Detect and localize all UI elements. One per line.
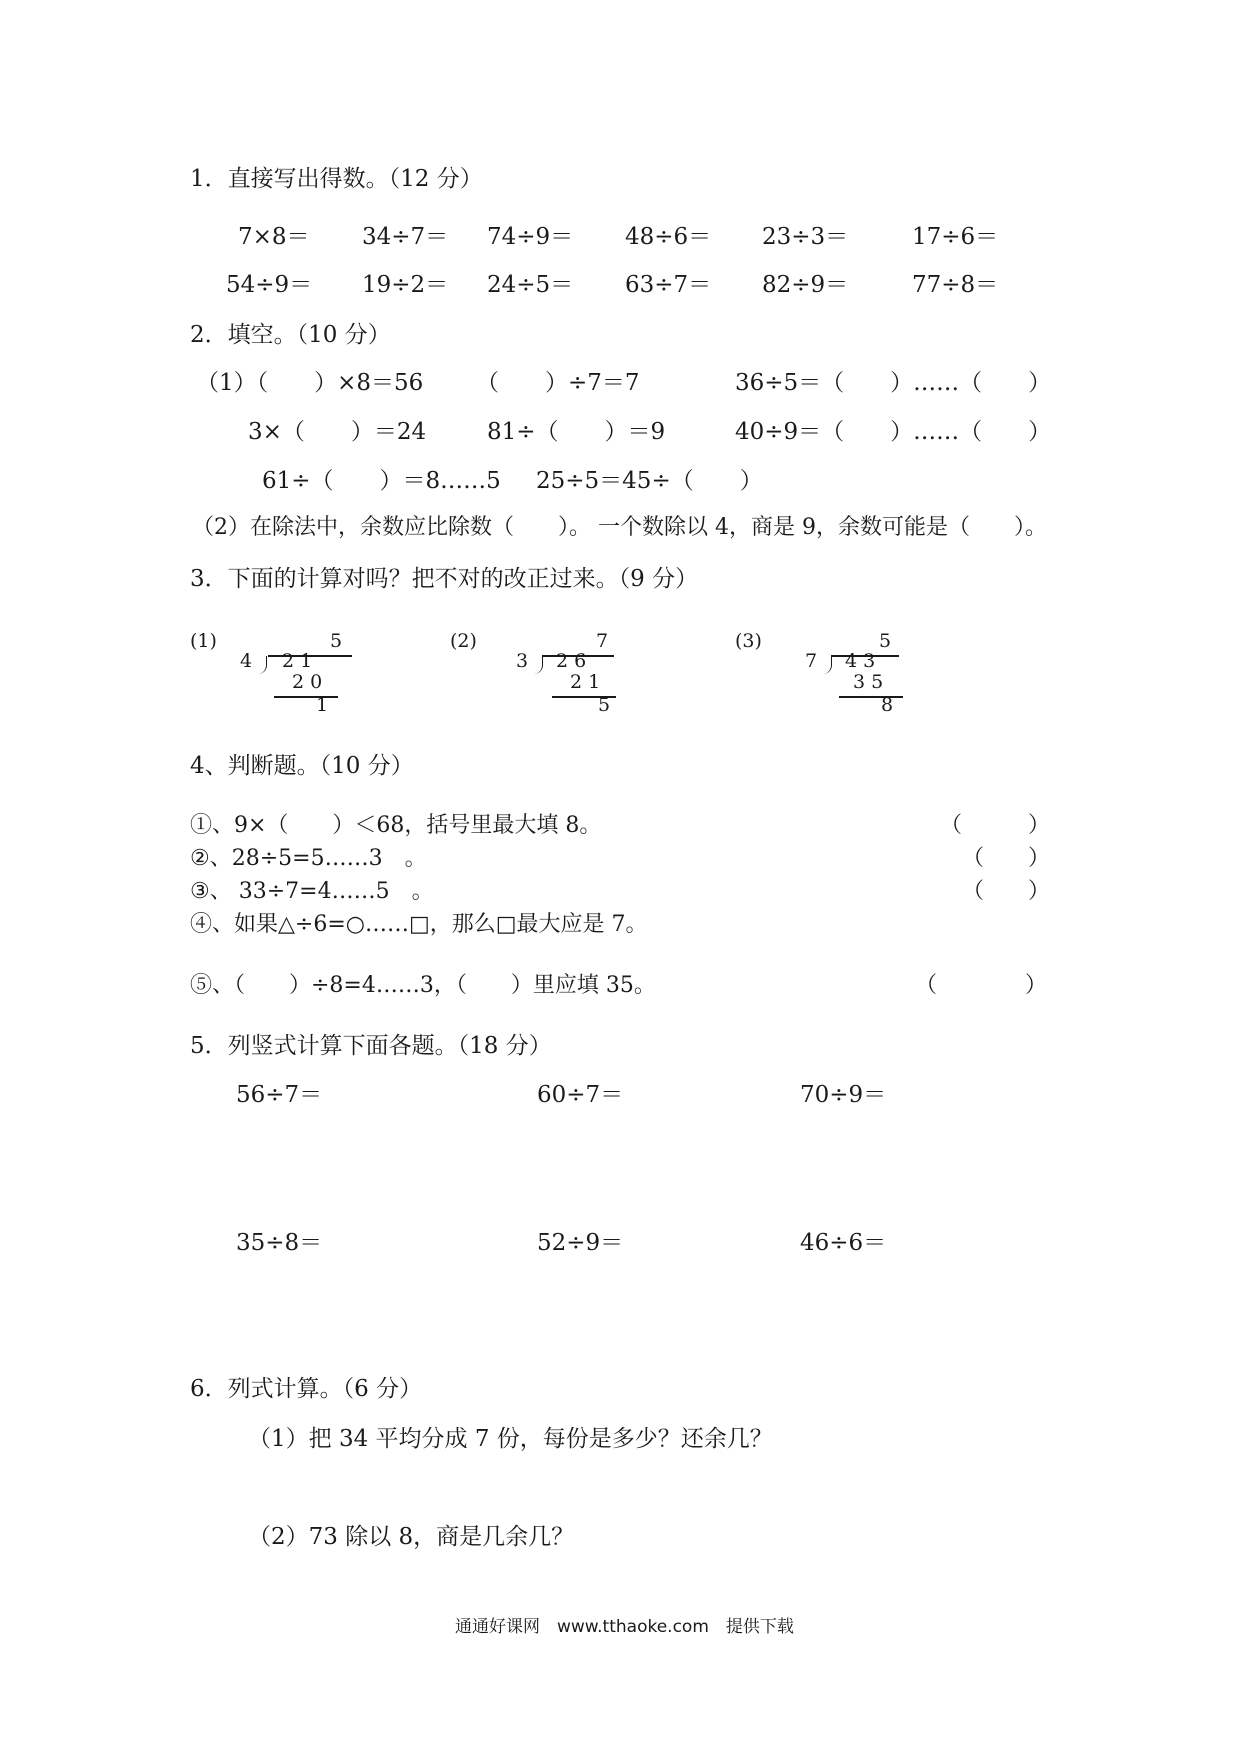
footer-credit: 通通好课网 www.tthaoke.com 提供下载 (455, 1617, 794, 1637)
long-division-2 (450, 630, 620, 716)
q3-title: 3．下面的计算对吗？把不对的改正过来。（9 分） (190, 566, 699, 592)
q2-title: 2．填空。（10 分） (190, 322, 391, 348)
q5-item: 35÷8＝ (236, 1230, 323, 1256)
q5-title: 5．列竖式计算下面各题。（18 分） (190, 1033, 552, 1059)
q5-item: 70÷9＝ (800, 1082, 887, 1108)
ld-remainder: 8 (881, 694, 894, 716)
q4-title: 4、判断题。（10 分） (190, 753, 414, 779)
q4-item: ⑤、（ ）÷8=4……3，（ ）里应填 35。 (190, 973, 656, 998)
ld-bracket (823, 656, 832, 674)
q4-answer-paren: （ ） (940, 813, 1051, 838)
ld-label: (2) (450, 630, 477, 652)
q2-blank-item: （1）（ ）×8＝56 (196, 370, 424, 396)
q4-answer-paren: （ ） (915, 973, 1048, 998)
long-division-3 (735, 630, 905, 716)
long-division-1 (190, 630, 350, 716)
q1-item: 24÷5＝ (487, 272, 574, 298)
q2-blank-item: 3×（ ）＝24 (248, 419, 427, 445)
q2-blank-item: 36÷5＝（ ）……（ ） (735, 370, 1052, 396)
q1-item: 74÷9＝ (487, 224, 574, 250)
ld-product: 2 0 (292, 671, 323, 693)
ld-sub-bar (274, 696, 338, 698)
q1-title: 1．直接写出得数。（12 分） (190, 166, 483, 192)
ld-bracket (258, 656, 267, 674)
q2-blank-item: 61÷（ ）＝8……5 (262, 468, 501, 494)
q6-problem: （2）73 除以 8，商是几余几？ (248, 1524, 575, 1550)
ld-dividend: 2 6 (556, 650, 587, 672)
q5-item: 56÷7＝ (236, 1082, 323, 1108)
q6-problem: （1）把 34 平均分成 7 份，每份是多少？还余几？ (248, 1426, 773, 1452)
q1-item: 34÷7＝ (362, 224, 449, 250)
ld-divisor: 3 (516, 650, 529, 672)
q2-blank-item: 81÷（ ）＝9 (487, 419, 666, 445)
q4-answer-paren: （ ） (962, 879, 1051, 904)
q2-part2: （2）在除法中，余数应比除数（ ）。 一个数除以 4，商是 9，余数可能是（ ）。 (192, 515, 1047, 540)
q4-answer-paren: （ ） (962, 846, 1051, 871)
ld-remainder: 1 (316, 694, 329, 716)
q1-item: 82÷9＝ (762, 272, 849, 298)
q4-item: ③、 33÷7=4……5 。 (190, 879, 434, 904)
q5-item: 60÷7＝ (537, 1082, 624, 1108)
q4-item: ④、如果△÷6=○……□，那么□最大应是 7。 (190, 912, 648, 937)
ld-quotient: 7 (596, 630, 609, 652)
q5-item: 46÷6＝ (800, 1230, 887, 1256)
q2-blank-item: 25÷5＝45÷（ ） (536, 468, 763, 494)
ld-quotient: 5 (330, 630, 343, 652)
q4-item: ①、9×（ ）＜68，括号里最大填 8。 (190, 813, 602, 838)
ld-quotient: 5 (879, 630, 892, 652)
ld-remainder: 5 (598, 694, 611, 716)
q6-title: 6．列式计算。（6 分） (190, 1376, 423, 1402)
ld-sub-bar (839, 696, 903, 698)
q1-item: 17÷6＝ (912, 224, 999, 250)
q2-blank-item: 40÷9＝（ ）……（ ） (735, 419, 1052, 445)
q1-item: 77÷8＝ (912, 272, 999, 298)
q1-item: 19÷2＝ (362, 272, 449, 298)
ld-bracket (534, 656, 543, 674)
q4-item: ②、28÷5=5……3 。 (190, 846, 427, 871)
q5-item: 52÷9＝ (537, 1230, 624, 1256)
ld-divisor: 7 (805, 650, 818, 672)
ld-divisor: 4 (240, 650, 253, 672)
ld-product: 2 1 (570, 671, 601, 693)
q2-blank-item: （ ）÷7＝7 (476, 370, 640, 396)
ld-label: (1) (190, 630, 217, 652)
ld-dividend: 4 3 (845, 650, 876, 672)
q1-item: 7×8＝ (238, 224, 310, 250)
q1-item: 48÷6＝ (625, 224, 712, 250)
ld-label: (3) (735, 630, 762, 652)
q1-item: 23÷3＝ (762, 224, 849, 250)
ld-dividend: 2 1 (282, 650, 313, 672)
ld-product: 3 5 (853, 671, 884, 693)
q1-item: 54÷9＝ (226, 272, 313, 298)
q1-item: 63÷7＝ (625, 272, 712, 298)
